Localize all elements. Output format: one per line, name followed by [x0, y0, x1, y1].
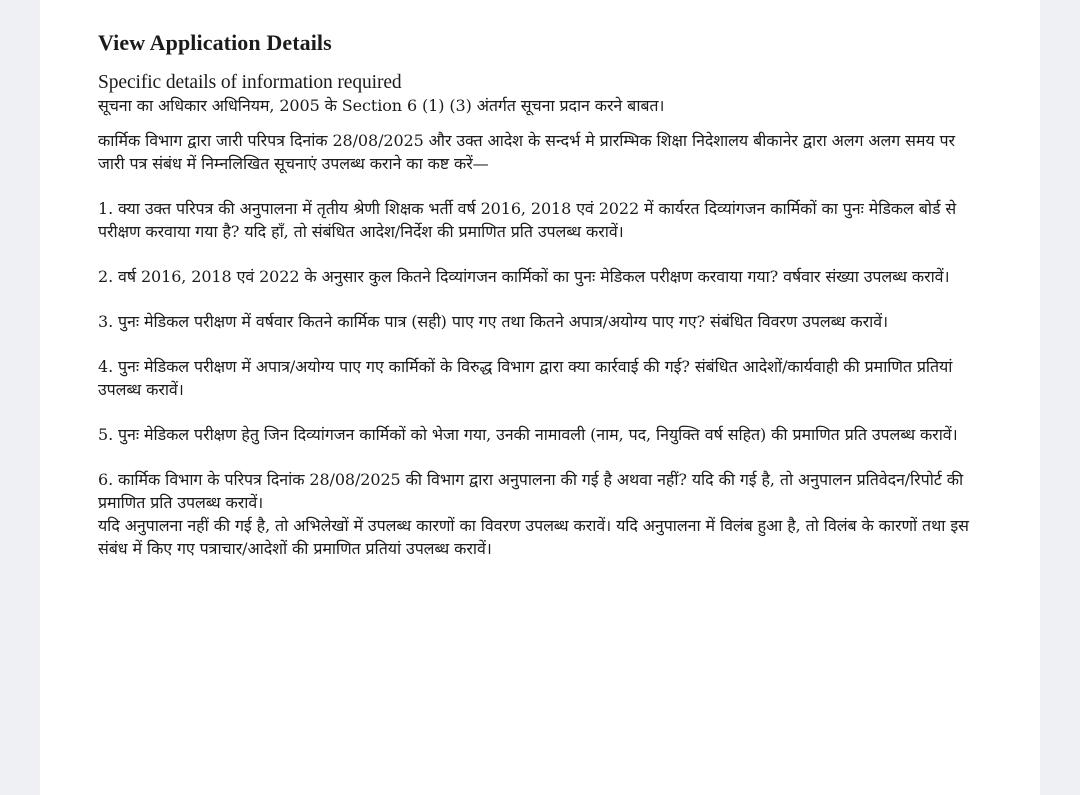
request-item-2: 2. वर्ष 2016, 2018 एवं 2022 के अनुसार कुल कितने दिव्यांगजन कार्मिकों का पुनः मेडिकल परीक्षण करवाया गया? वर्षवार संख्या उपलब्ध करावें। [98, 267, 950, 286]
closing-paragraph: यदि अनुपालना नहीं की गई है, तो अभिलेखों में उपलब्ध कारणों का विवरण उपलब्ध करावें। यदि अनुपालना में विलंब हुआ है, तो विलंब के कारणों तथा इस संबंध में किए गए पत्राचार/आदेशों की प्रमाणित प्रतियां उपलब्ध करावें। [98, 516, 969, 558]
section-subheading: Specific details of information required [98, 72, 402, 93]
application-details-page [40, 0, 1040, 795]
request-item-3: 3. पुनः मेडिकल परीक्षण में वर्षवार कितने कार्मिक पात्र (सही) पाए गए तथा कितने अपात्र/अयोग्य पाए गए? संबंधित विवरण उपलब्ध करावें। [98, 312, 888, 331]
request-item-4: 4. पुनः मेडिकल परीक्षण में अपात्र/अयोग्य पाए गए कार्मिकों के विरुद्ध विभाग द्वारा क्या कार्रवाई की गई? संबंधित आदेशों/कार्यवाही की प्रमाणित प्रतियां उपलब्ध करावें। [98, 357, 953, 399]
information-request-body [98, 71, 983, 560]
request-item-1: 1. क्या उक्त परिपत्र की अनुपालना में तृतीय श्रेणी शिक्षक भर्ती वर्ष 2016, 2018 एवं 2022 में कार्यरत दिव्यांगजन कार्मिकों का पुनः मेडिकल बोर्ड से परीक्षण करवाया गया है? यदि हाँ, तो संबंधित आदेश/निर्देश की प्रमाणित प्रति उपलब्ध करावें। [98, 199, 957, 241]
rti-intro-line: सूचना का अधिकार अधिनियम, 2005 के Section 6 (1) (3) अंतर्गत सूचना प्रदान करने बाबत। [98, 96, 665, 115]
preamble-paragraph: कार्मिक विभाग द्वारा जारी परिपत्र दिनांक 28/08/2025 और उक्त आदेश के सन्दर्भ मे प्रारम्भिक शिक्षा निदेशालय बीकानेर द्वारा अलग अलग समय पर जारी पत्र संबंध में निम्नलिखित सूचनाएं उपलब्ध कराने का कष्ट करें— [98, 131, 955, 173]
request-item-5: 5. पुनः मेडिकल परीक्षण हेतु जिन दिव्यांगजन कार्मिकों को भेजा गया, उनकी नामावली (नाम, पद, नियुक्ति वर्ष सहित) की प्रमाणित प्रति उपलब्ध करावें। [98, 425, 958, 444]
request-item-6: 6. कार्मिक विभाग के परिपत्र दिनांक 28/08/2025 की विभाग द्वारा अनुपालना की गई है अथवा नहीं? यदि की गई है, तो अनुपालन प्रतिवेदन/रिपोर्ट की प्रमाणित प्रति उपलब्ध करावें। [98, 470, 964, 512]
page-title: View Application Details [98, 30, 332, 55]
